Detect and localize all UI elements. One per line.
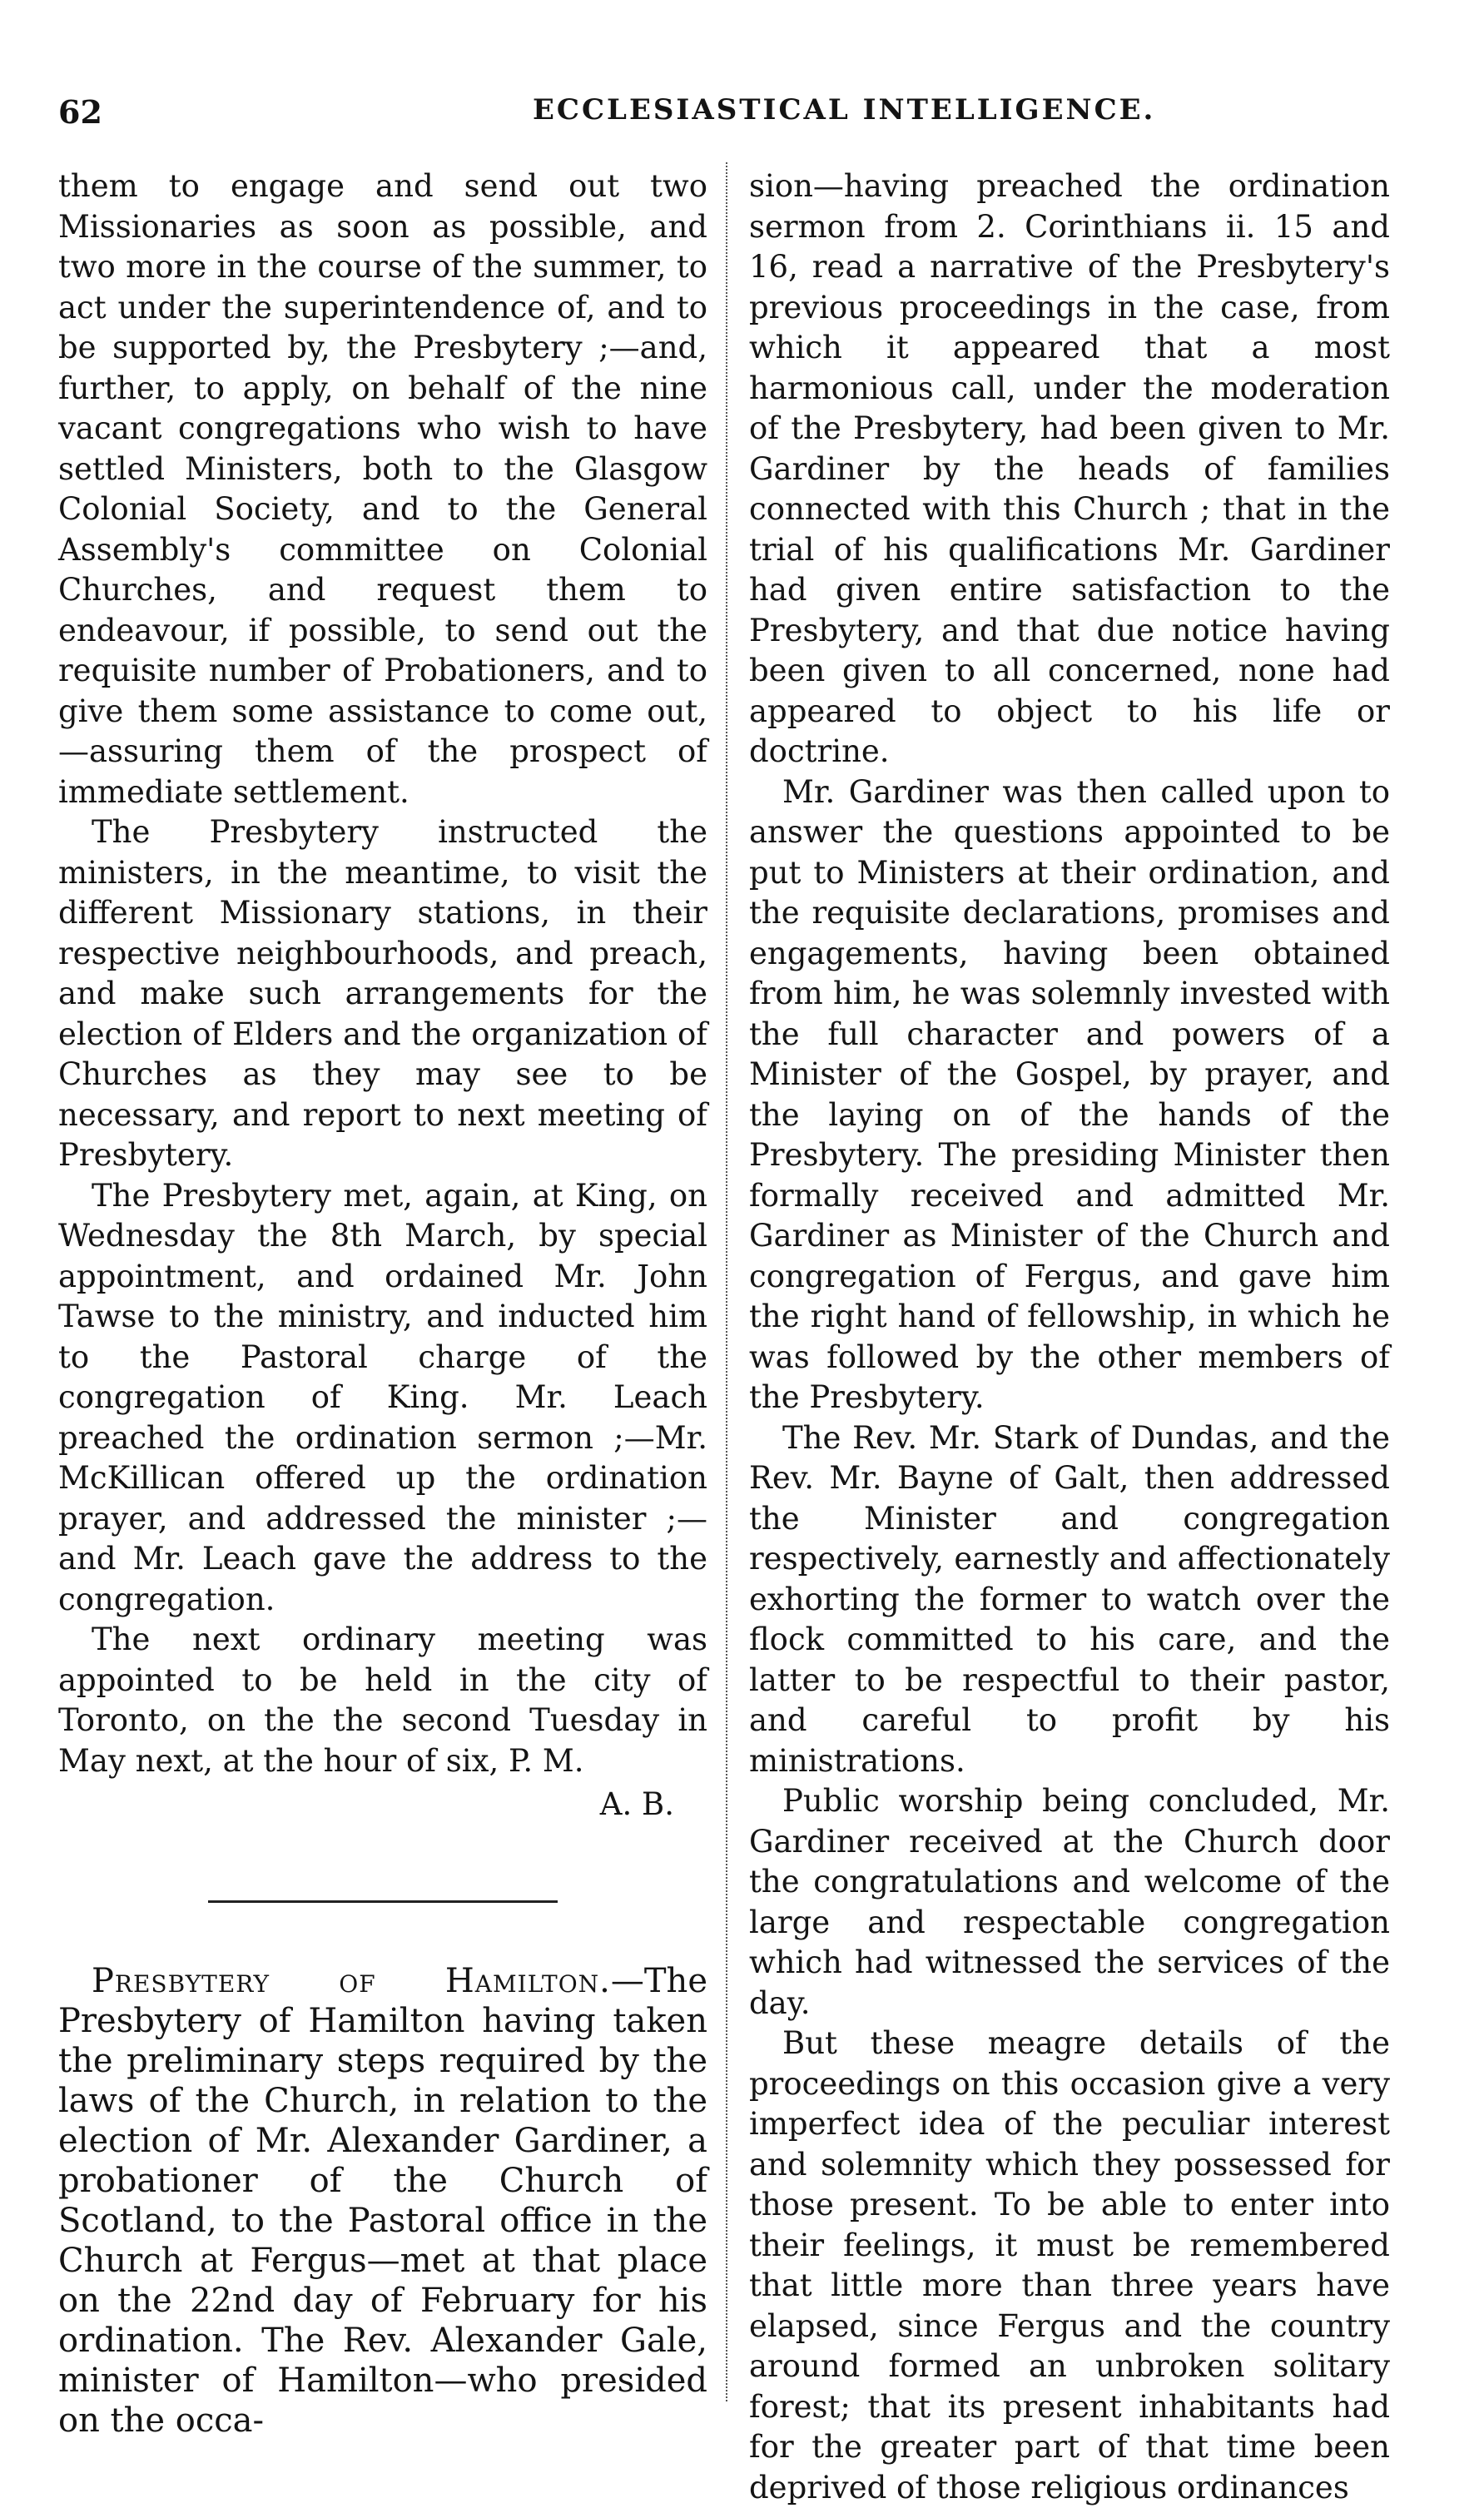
paragraph: Mr. Gardiner was then called upon to answer the questions appointed to be put to Ministers at their ordination, and the requisite declarations, promises and engagements, having been obtained from him, he was solemnly invested with the full character and powers of a Minister of the Gospel, by prayer, and the laying on of the hands of the Presbytery. The presiding Minister then formally received and admitted Mr. Gardiner as Minister of the Church and congregation of Fergus, and gave him the right hand of fellowship, in which he was followed by the other members of the Presbytery. [749,773,1390,1415]
page-header [58,93,1423,143]
paragraph: But these meagre details of the proceedings on this occasion give a very imperfect idea of the peculiar interest and solemnity which they possessed for those present. To be able to enter into their feelings, it must be remembered that little more than three years have elapsed, since Fergus and the country around formed an unbroken solitary forest; that its present inhabitants had for the greater part of that time been deprived of those religious ordinances [749,2025,1390,2506]
paragraph: Public worship being concluded, Mr. Gardiner received at the Church door the congratulations and welcome of the large and respectable congregation which had witnessed the services of the day. [749,1783,1390,2021]
section-paragraph [58,1961,707,2441]
left-column [58,166,707,2441]
column-divider [726,162,727,2401]
page-number: 62 [58,93,102,131]
section-divider-rule [208,1900,558,1903]
paragraph: The next ordinary meeting was appointed to be held in the city of Toronto, on the the second Tuesday in May next, at the hour of six, P. M. [58,1622,707,1779]
right-column [749,166,1390,2508]
paragraph: The Presbytery instructed the ministers, in the meantime, to visit the different Missionary stations, in their respective neighbourhoods, and preach, and make such arrangements for the election of Elders and the organization of Churches as they may see to be necessary, and report to next meeting of Presbytery. [58,814,707,1173]
paragraph: The Presbytery met, again, at King, on Wednesday the 8th March, by special appointment, and ordained Mr. John Tawse to the ministry, and inducted him to the Pastoral charge of the congregation of King. Mr. Leach preached the ordination sermon ;—Mr. McKillican offered up the ordination prayer, and addressed the minister ;—and Mr. Leach gave the address to the congregation. [58,1177,707,1617]
section-heading: Presbytery of Hamilton. [92,1961,611,2000]
signature: A. B. [599,1786,674,1822]
section-text: —The Presbytery of Hamilton having taken the preliminary steps required by the laws of the Church, in relation to the election of Mr. Alexander Gardiner, a probationer of the Church of Scotland, to the Pastoral office in the Church at Fergus—met at that place on the 22nd day of February for his ordination. The Rev. Alexander Gale, minister of Hamilton—who presided on the occa- [58,1961,707,2440]
paragraph: them to engage and send out two Missionaries as soon as possible, and two more in the course of the summer, to act under the superintendence of, and to be supported by, the Presbytery ;—and, further, to apply, on behalf of the nine vacant congregations who wish to have settled Ministers, both to the Glasgow Colonial Society, and to the General Assembly's committee on Colonial Churches, and request them to endeavour, if possible, to send out the requisite number of Probationers, and to give them some assistance to come out,—assuring them of the prospect of immediate settlement. [58,168,707,810]
paragraph: The Rev. Mr. Stark of Dundas, and the Rev. Mr. Bayne of Galt, then addressed the Minister and congregation respectively, earnestly and affectionately exhorting the former to watch over the flock committed to his care, and the latter to be respectful to their pastor, and careful to profit by his ministrations. [749,1419,1390,1779]
running-title: ECCLESIASTICAL INTELLIGENCE. [533,93,1156,127]
paragraph: sion—having preached the ordination sermon from 2. Corinthians ii. 15 and 16, read a narrative of the Presbytery's previous proceedings in the case, from which it appeared that a most harmonious call, under the moderation of the Presbytery, had been given to Mr. Gardiner by the heads of families connected with this Church ; that in the trial of his qualifications Mr. Gardiner had given entire satisfaction to the Presbytery, and that due notice having been given to all concerned, none had appeared to object to his life or doctrine. [749,168,1390,769]
